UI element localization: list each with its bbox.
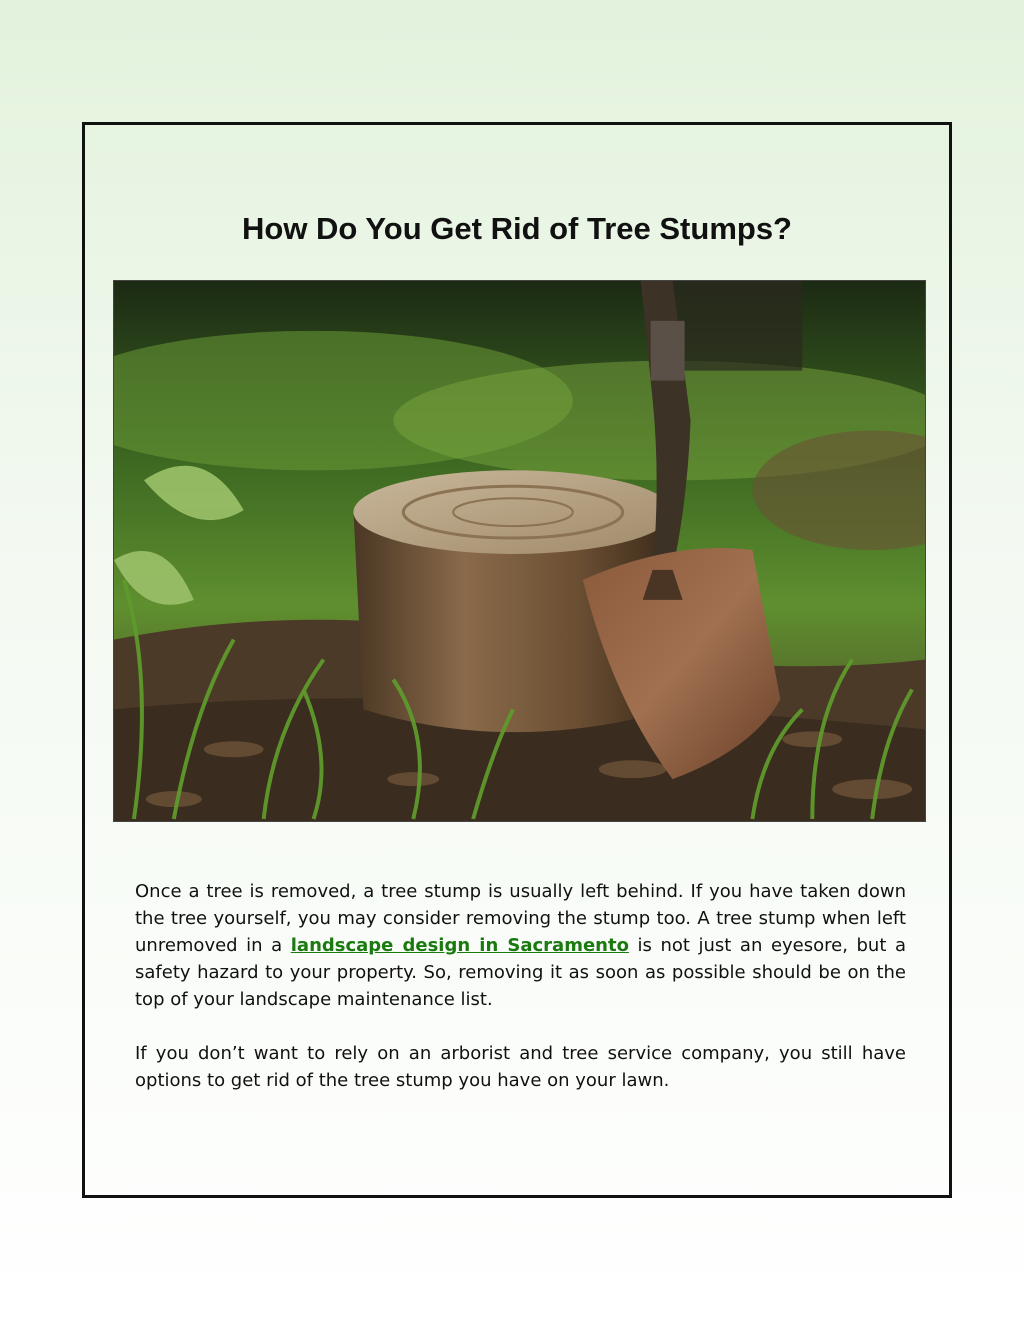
landscape-design-link[interactable]: landscape design in Sacramento <box>290 935 629 956</box>
tree-stump-photo <box>113 280 926 822</box>
stump-illustration <box>114 281 925 821</box>
paragraph-2: If you don’t want to rely on an arborist and tree service company, you still have options to get rid of the tree stump you have on your lawn. <box>135 1043 906 1091</box>
content-frame <box>82 122 952 1198</box>
paragraph-1 <box>135 878 906 1013</box>
paragraph-1-text-a: Once a tree is removed, a tree stump is usually left behind. If you have taken down the tree yourself, you may consider removing the stump too. A tree stump when left unremoved in a <box>135 881 906 956</box>
page-title: How Do You Get Rid of Tree Stumps? <box>242 211 792 246</box>
paragraph-1-text-b: is not just an eyesore, but a safety hazard to your property. So, removing it as soon as possible should be on the top of your landscape maintenance list. <box>135 935 906 1010</box>
article-body <box>135 878 906 1121</box>
